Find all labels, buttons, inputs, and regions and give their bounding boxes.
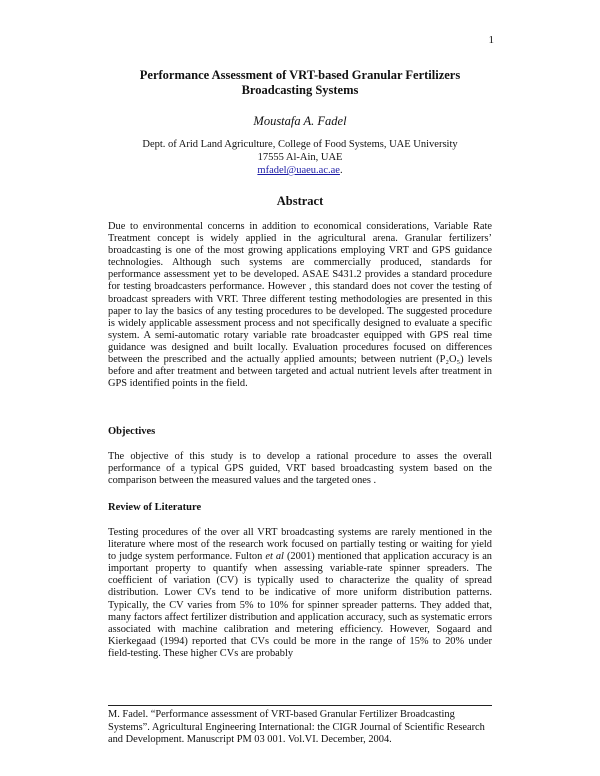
abstract-text: Due to environmental concerns in addition to economical considerations, Variable Rate Treatment concept is widely applied in the agricultural arena. Granular fertilizers’ broadcasting is one of the most growing applications employing VRT and GPS guidance technologies. Although such systems are commercially produced, standards for performance assessment yet to be developed. ASAE S431.2 provides a standard procedure for testing broadcasters performance. However , this standard does not cover the testing of broadcast spreaders with VRT. Three different testing methodologies are presented in this paper to lay the basics of any testing procedures to be developed. The suggested procedure is widely applicable assessment process and not specifically designed to evaluate a specific system. A semi-automatic rotary variable rate broadcaster equipped with GPS real time guidance was designed and built locally. Evaluation procedures focused on differences between the prescribed and the actually applied amounts; between nutrient (P₂O₅) levels before and after treatment and between targeted and actual nutrient levels after treatment in GPS identified points in the field. [108, 221, 492, 390]
affiliation-line-1: Dept. of Arid Land Agriculture, College of Food Systems, UAE University [142, 139, 458, 150]
email-link[interactable]: mfadel@uaeu.ac.ae [257, 165, 340, 176]
footer-divider [108, 705, 492, 706]
author-name: Moustafa A. Fadel [253, 114, 347, 128]
page-number: 1 [488, 34, 494, 46]
review-text [108, 527, 492, 660]
review-text-part-1: Testing procedures of the over all VRT broadcasting systems are rarely mentioned in the literature where most of the research work focused on partially testing or waiting for yield to judge system performance. Fulton [108, 527, 492, 563]
objectives-text: The objective of this study is to develop a rational procedure to asses the overall performance of a typical GPS guided, VRT based broadcasting system based on the comparison between the measured values and the targeted ones . [108, 451, 492, 487]
review-et-al: et al [265, 551, 284, 563]
title-line-2: Broadcasting Systems [241, 83, 359, 97]
abstract-heading: Abstract [276, 194, 324, 208]
affiliation [100, 138, 500, 177]
paper-title [100, 68, 500, 98]
objectives-heading: Objectives [108, 426, 156, 437]
title-line-1: Performance Assessment of VRT-based Granular Fertilizers [139, 68, 461, 82]
review-text-part-2: (2001) mentioned that application accuracy is an important property to quantify when assessing variable-rate spinner spreaders. The coefficient of variation (CV) is typically used to characterize the quality of spread distribution. Lower CVs tend to be indicative of more uniform distribution patterns. Typically, the CV varies from 5% to 10% for spinner spreader patterns. They added that, many factors affect fertilizer distribution and application accuracy, such as systematic errors associated with machine calibration and metering efficiency. However, Sogaard and Kierkegaad (1994) reported that CVs could be more in the range of 15% to 20% under field-testing. These higher CVs are probably [108, 551, 493, 659]
review-heading: Review of Literature [108, 502, 202, 513]
affiliation-line-2: 17555 Al-Ain, UAE [257, 152, 343, 163]
footer-citation: M. Fadel. “Performance assessment of VRT-based Granular Fertilizer Broadcasting Systems”. Agricultural Engineering International: the CIGR Journal of Scientific Research and Development. Manuscript PM 03 001. Vol.VI. December, 2004. [108, 709, 485, 745]
email-line: mfadel@uaeu.ac.ae. [257, 165, 343, 176]
